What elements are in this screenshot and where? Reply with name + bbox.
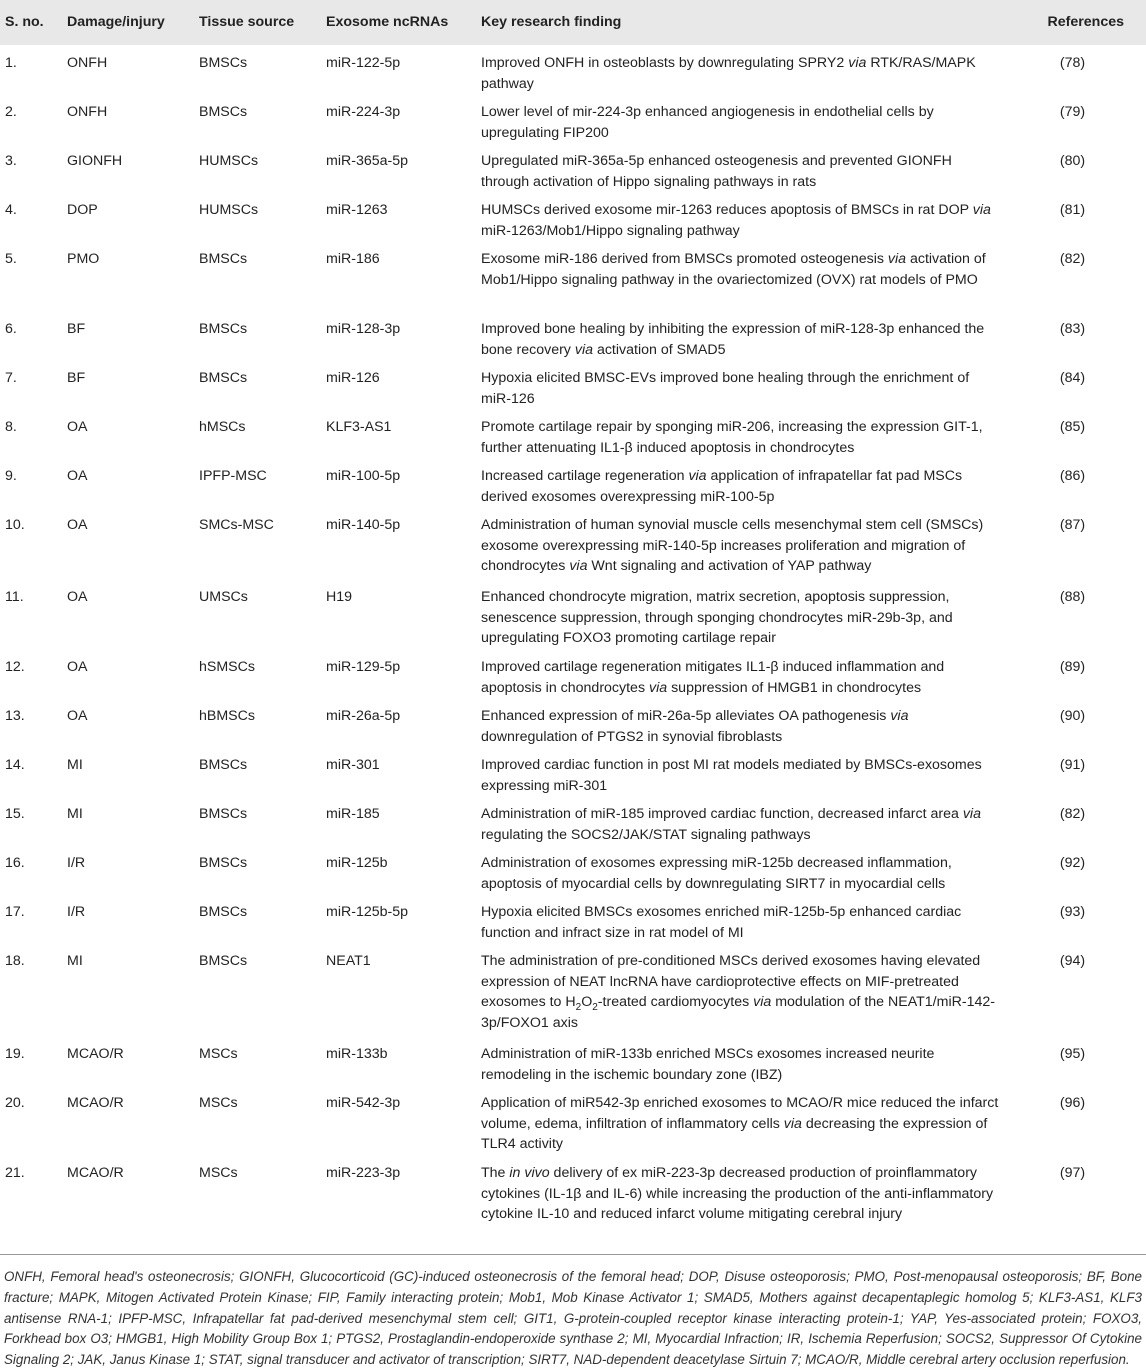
header-damage: Damage/injury bbox=[67, 14, 165, 31]
finding-text: modulation of the NEAT1/miR-142-3p/FOXO1 axis bbox=[481, 994, 995, 1031]
cell-ncrna: miR-126 bbox=[326, 370, 380, 386]
cell-damage: OA bbox=[67, 468, 88, 484]
header-ncrna: Exosome ncRNAs bbox=[326, 14, 449, 31]
cell-tissue: hSMSCs bbox=[199, 659, 255, 675]
cell-finding bbox=[481, 311, 999, 360]
table-row bbox=[0, 1036, 1146, 1085]
finding-text: Enhanced expression of miR-26a-5p alleviates OA pathogenesis bbox=[481, 708, 891, 724]
cell-reference: (81) bbox=[1059, 202, 1086, 218]
table-row bbox=[0, 894, 1146, 943]
cell-reference: (78) bbox=[1059, 55, 1086, 71]
finding-text: decreasing the expression of TLR4 activity bbox=[481, 1115, 988, 1152]
finding-text: Improved ONFH in osteoblasts by downregulating SPRY2 bbox=[481, 55, 849, 71]
finding-text: via bbox=[962, 806, 981, 822]
table-row bbox=[0, 579, 1146, 649]
finding-text: via bbox=[848, 55, 867, 71]
cell-ncrna: miR-542-3p bbox=[326, 1095, 401, 1111]
cell-finding bbox=[481, 1085, 999, 1155]
finding-text: The bbox=[481, 1165, 510, 1181]
cell-damage: MI bbox=[67, 757, 83, 773]
cell-finding bbox=[481, 143, 999, 192]
cell-damage: OA bbox=[67, 708, 88, 724]
cell-sno: 3. bbox=[5, 153, 17, 169]
cell-finding bbox=[481, 1036, 999, 1085]
cell-reference: (80) bbox=[1059, 153, 1086, 169]
table-row bbox=[0, 143, 1146, 192]
cell-tissue: HUMSCs bbox=[199, 153, 259, 169]
cell-sno: 6. bbox=[5, 321, 17, 337]
cell-damage: MCAO/R bbox=[67, 1165, 124, 1181]
cell-sno: 12. bbox=[5, 659, 25, 675]
finding-text: via bbox=[569, 558, 588, 574]
cell-ncrna: miR-140-5p bbox=[326, 517, 401, 533]
cell-finding bbox=[481, 845, 999, 894]
cell-damage: I/R bbox=[67, 855, 86, 871]
finding-text: Improved bone healing by inhibiting the expression of miR-128-3p enhanced the bone recovery bbox=[481, 321, 985, 358]
cell-damage: OA bbox=[67, 589, 88, 605]
cell-finding bbox=[481, 192, 999, 241]
finding-text: via bbox=[649, 679, 668, 696]
finding-text: The administration of pre-conditioned MSCs derived exosomes having elevated expression of NEAT lncRNA have cardioprotective effects on MIF-pretreated exosomes to H bbox=[481, 953, 981, 1010]
cell-sno: 17. bbox=[5, 904, 25, 920]
cell-reference: (84) bbox=[1059, 370, 1086, 386]
cell-tissue: HUMSCs bbox=[199, 202, 259, 218]
cell-finding bbox=[481, 507, 999, 579]
finding-text: 2 bbox=[592, 1001, 598, 1013]
cell-damage: MCAO/R bbox=[67, 1046, 124, 1062]
finding-text: Improved cartilage regeneration mitigates IL1-β induced inflammation and apoptosis in chondrocytes bbox=[481, 659, 945, 696]
cell-reference: (88) bbox=[1059, 589, 1086, 605]
finding-text: via bbox=[688, 468, 707, 484]
cell-finding bbox=[481, 458, 999, 507]
table-row bbox=[0, 241, 1146, 311]
cell-tissue: hBMSCs bbox=[199, 708, 255, 724]
cell-sno: 15. bbox=[5, 806, 25, 822]
table-row bbox=[0, 649, 1146, 698]
cell-tissue: BMSCs bbox=[199, 55, 248, 71]
cell-tissue: MSCs bbox=[199, 1046, 238, 1062]
cell-ncrna: miR-125b bbox=[326, 855, 388, 871]
finding-text: Administration of exosomes expressing miR-125b decreased inflammation, apoptosis of myocardial cells by downregulating SIRT7 in myocardial cells bbox=[481, 855, 952, 892]
cell-finding bbox=[481, 1155, 999, 1254]
cell-reference: (93) bbox=[1059, 904, 1086, 920]
table-row bbox=[0, 192, 1146, 241]
cell-reference: (94) bbox=[1059, 953, 1086, 969]
cell-tissue: MSCs bbox=[199, 1095, 238, 1111]
cell-ncrna: miR-365a-5p bbox=[326, 153, 409, 169]
cell-reference: (87) bbox=[1059, 517, 1086, 533]
cell-reference: (97) bbox=[1059, 1165, 1086, 1181]
finding-text: via bbox=[753, 994, 772, 1010]
cell-ncrna: miR-185 bbox=[326, 806, 380, 822]
header-sno: S. no. bbox=[5, 14, 44, 31]
cell-sno: 7. bbox=[5, 370, 17, 386]
cell-sno: 18. bbox=[5, 953, 25, 969]
cell-sno: 9. bbox=[5, 468, 17, 484]
cell-sno: 14. bbox=[5, 757, 25, 773]
cell-sno: 13. bbox=[5, 708, 25, 724]
table-body bbox=[0, 45, 1146, 1254]
cell-damage: OA bbox=[67, 659, 88, 675]
cell-reference: (85) bbox=[1059, 419, 1086, 435]
finding-text: -treated cardiomyocytes bbox=[597, 994, 754, 1010]
finding-text: Hypoxia elicited BMSC-EVs improved bone healing through the enrichment of miR-126 bbox=[481, 370, 970, 407]
finding-text: Enhanced chondrocyte migration, matrix secretion, apoptosis suppression, senescence suppression, through sponging chondrocytes miR-29b-3p, and upregulating FOXO3 promoting cartilage repair bbox=[481, 589, 953, 646]
table-row bbox=[0, 45, 1146, 94]
finding-text: regulating the SOCS2/JAK/STAT signaling pathways bbox=[481, 826, 811, 843]
cell-damage: OA bbox=[67, 419, 88, 435]
cell-sno: 4. bbox=[5, 202, 17, 218]
cell-ncrna: miR-128-3p bbox=[326, 321, 401, 337]
cell-tissue: BMSCs bbox=[199, 757, 248, 773]
finding-text: activation of Mob1/Hippo signaling pathway in the ovariectomized (OVX) rat models of PMO bbox=[481, 251, 986, 288]
cell-damage: MI bbox=[67, 953, 83, 969]
finding-text: Wnt signaling and activation of YAP pathway bbox=[587, 558, 872, 574]
cell-sno: 2. bbox=[5, 104, 17, 120]
cell-tissue: IPFP-MSC bbox=[199, 468, 267, 484]
finding-text: via bbox=[574, 341, 593, 358]
cell-ncrna: H19 bbox=[326, 589, 353, 605]
cell-damage: OA bbox=[67, 517, 88, 533]
cell-ncrna: miR-133b bbox=[326, 1046, 388, 1062]
finding-text: delivery of ex miR-223-3p decreased production of proinflammatory cytokines (IL-1β and IL-6) while increasing the production of the anti-inflammatory cytokine IL-10 and reduced infarct volume mitigating cerebral injury bbox=[481, 1165, 994, 1222]
header-references: References bbox=[1047, 14, 1124, 31]
cell-reference: (90) bbox=[1059, 708, 1086, 724]
table-row bbox=[0, 507, 1146, 579]
cell-reference: (89) bbox=[1059, 659, 1086, 675]
table-row bbox=[0, 1085, 1146, 1155]
cell-reference: (82) bbox=[1059, 251, 1086, 267]
cell-finding bbox=[481, 894, 999, 943]
finding-text: miR-1263/Mob1/Hippo signaling pathway bbox=[481, 222, 740, 239]
finding-text: via bbox=[783, 1115, 802, 1132]
cell-reference: (92) bbox=[1059, 855, 1086, 871]
cell-sno: 10. bbox=[5, 517, 25, 533]
cell-finding bbox=[481, 409, 999, 458]
cell-tissue: BMSCs bbox=[199, 855, 248, 871]
table-row bbox=[0, 311, 1146, 360]
finding-text: via bbox=[890, 708, 909, 724]
cell-tissue: BMSCs bbox=[199, 104, 248, 120]
table-bottom-rule bbox=[0, 1254, 1146, 1255]
cell-finding bbox=[481, 45, 999, 94]
finding-text: Administration of miR-185 improved cardiac function, decreased infarct area bbox=[481, 806, 963, 822]
finding-text: downregulation of PTGS2 in synovial fibroblasts bbox=[481, 728, 783, 745]
cell-damage: ONFH bbox=[67, 104, 108, 120]
header-tissue: Tissue source bbox=[199, 14, 295, 31]
cell-ncrna: NEAT1 bbox=[326, 953, 371, 969]
cell-sno: 8. bbox=[5, 419, 17, 435]
table-footnote: ONFH, Femoral head's osteonecrosis; GIONFH, Glucocorticoid (GC)-induced osteonecrosis of the femoral head; DOP, Disuse osteoporosis; PMO, Post-menopausal osteoporosis; BF, Bone fracture; MAPK, Mitogen Activated Protein Kinase; FIP, Family interacting protein; Mob1, Mob Kinase Activator 1; SMAD5, Mothers against decapentaplegic homolog 5; KLF3-AS1, KLF3 antisense RNA-1; IPFP-MSC, Infrapatellar fat pad-derived mesenchymal stem cell; GIT1, G-protein-coupled receptor kinase interacting protein-1; YAP, Yes-associated protein; FOXO3, Forkhead box O3; HMGB1, High Mobility Group Box 1; PTGS2, Prostaglandin-endoperoxide synthase 2; MI, Myocardial Infraction; IR, Ischemia Reperfusion; SOCS2, Suppressor Of Cytokine Signaling 2; JAK, Janus Kinase 1; STAT, signal transducer and activator of transcription; SIRT7, NAD-dependent deacetylase Sirtuin 7; MCAO/R, Middle cerebral artery occlusion reperfusion. bbox=[4, 1269, 1142, 1368]
cell-damage: DOP bbox=[67, 202, 98, 218]
cell-ncrna: KLF3-AS1 bbox=[326, 419, 392, 435]
cell-ncrna: miR-1263 bbox=[326, 202, 388, 218]
finding-text: activation of SMAD5 bbox=[593, 341, 726, 358]
finding-text: Increased cartilage regeneration bbox=[481, 468, 689, 484]
cell-ncrna: miR-186 bbox=[326, 251, 380, 267]
cell-ncrna: miR-223-3p bbox=[326, 1165, 401, 1181]
table-row bbox=[0, 458, 1146, 507]
cell-sno: 21. bbox=[5, 1165, 25, 1181]
finding-text: via bbox=[887, 251, 907, 267]
cell-finding bbox=[481, 360, 999, 409]
cell-sno: 1. bbox=[5, 55, 17, 71]
cell-ncrna: miR-26a-5p bbox=[326, 708, 401, 724]
table-row bbox=[0, 943, 1146, 1036]
cell-reference: (79) bbox=[1059, 104, 1086, 120]
cell-sno: 19. bbox=[5, 1046, 25, 1062]
finding-text: via bbox=[972, 202, 991, 218]
cell-finding bbox=[481, 241, 999, 311]
cell-reference: (83) bbox=[1059, 321, 1086, 337]
cell-tissue: SMCs-MSC bbox=[199, 517, 274, 533]
table-row bbox=[0, 360, 1146, 409]
cell-ncrna: miR-224-3p bbox=[326, 104, 401, 120]
finding-text: in vivo bbox=[509, 1165, 550, 1181]
cell-finding bbox=[481, 943, 999, 1036]
finding-text: Upregulated miR-365a-5p enhanced osteogenesis and prevented GIONFH through activation of Hippo signaling pathways in rats bbox=[481, 153, 952, 190]
finding-text: suppression of HMGB1 in chondrocytes bbox=[667, 679, 922, 696]
cell-damage: PMO bbox=[67, 251, 100, 267]
finding-text: HUMSCs derived exosome mir-1263 reduces apoptosis of BMSCs in rat DOP bbox=[481, 202, 973, 218]
cell-finding bbox=[481, 649, 999, 698]
cell-damage: MCAO/R bbox=[67, 1095, 124, 1111]
finding-text: application of infrapatellar fat pad MSCs derived exosomes overexpressing miR-100-5p bbox=[481, 468, 963, 505]
cell-ncrna: miR-301 bbox=[326, 757, 380, 773]
cell-sno: 20. bbox=[5, 1095, 25, 1111]
cell-tissue: BMSCs bbox=[199, 370, 248, 386]
finding-text: Administration of miR-133b enriched MSCs exosomes increased neurite remodeling in the ischemic boundary zone (IBZ) bbox=[481, 1046, 935, 1083]
cell-finding bbox=[481, 747, 999, 796]
cell-ncrna: miR-129-5p bbox=[326, 659, 401, 675]
cell-finding bbox=[481, 94, 999, 143]
cell-tissue: BMSCs bbox=[199, 806, 248, 822]
finding-text: Application of miR542-3p enriched exosomes to MCAO/R mice reduced the infarct volume, edema, infiltration of inflammatory cells bbox=[481, 1095, 999, 1132]
cell-tissue: BMSCs bbox=[199, 904, 248, 920]
cell-damage: MI bbox=[67, 806, 83, 822]
cell-reference: (95) bbox=[1059, 1046, 1086, 1062]
cell-tissue: hMSCs bbox=[199, 419, 246, 435]
cell-ncrna: miR-100-5p bbox=[326, 468, 401, 484]
cell-finding bbox=[481, 796, 999, 845]
finding-text: 2 bbox=[575, 1001, 582, 1013]
cell-reference: (86) bbox=[1059, 468, 1086, 484]
table-row bbox=[0, 698, 1146, 747]
cell-tissue: UMSCs bbox=[199, 589, 248, 605]
header-finding: Key research finding bbox=[481, 14, 622, 31]
cell-tissue: BMSCs bbox=[199, 321, 248, 337]
cell-damage: I/R bbox=[67, 904, 86, 920]
cell-tissue: MSCs bbox=[199, 1165, 238, 1181]
table-row bbox=[0, 1155, 1146, 1254]
finding-text: RTK/RAS/MAPK pathway bbox=[481, 55, 976, 92]
finding-text: Hypoxia elicited BMSCs exosomes enriched miR-125b-5p enhanced cardiac function and infract size in rat model of MI bbox=[481, 904, 962, 941]
cell-finding bbox=[481, 579, 999, 649]
cell-damage: BF bbox=[67, 321, 86, 337]
cell-reference: (91) bbox=[1059, 757, 1086, 773]
table-row bbox=[0, 409, 1146, 458]
cell-ncrna: miR-122-5p bbox=[326, 55, 401, 71]
cell-damage: BF bbox=[67, 370, 86, 386]
cell-reference: (96) bbox=[1059, 1095, 1086, 1111]
cell-damage: ONFH bbox=[67, 55, 108, 71]
header-row bbox=[0, 0, 1146, 45]
finding-text: O bbox=[581, 994, 593, 1010]
finding-text: Lower level of mir-224-3p enhanced angiogenesis in endothelial cells by upregulating FIP200 bbox=[481, 104, 934, 141]
cell-sno: 5. bbox=[5, 251, 17, 267]
table-row bbox=[0, 796, 1146, 845]
finding-text: Administration of human synovial muscle cells mesenchymal stem cell (SMSCs) exosome overexpressing miR-140-5p increases proliferation and migration of chondrocytes bbox=[481, 517, 984, 574]
table-header bbox=[0, 0, 1146, 45]
table-row bbox=[0, 747, 1146, 796]
cell-sno: 16. bbox=[5, 855, 25, 871]
cell-finding bbox=[481, 698, 999, 747]
cell-sno: 11. bbox=[5, 589, 24, 605]
table-row bbox=[0, 94, 1146, 143]
cell-ncrna: miR-125b-5p bbox=[326, 904, 409, 920]
cell-tissue: BMSCs bbox=[199, 251, 248, 267]
cell-reference: (82) bbox=[1059, 806, 1086, 822]
cell-damage: GIONFH bbox=[67, 153, 123, 169]
table-row bbox=[0, 845, 1146, 894]
finding-text: Exosome miR-186 derived from BMSCs promoted osteogenesis bbox=[481, 251, 888, 267]
finding-text: Improved cardiac function in post MI rat models mediated by BMSCs-exosomes expressing miR-301 bbox=[481, 757, 982, 794]
cell-tissue: BMSCs bbox=[199, 953, 248, 969]
finding-text: Promote cartilage repair by sponging miR-206, increasing the expression GIT-1, further attenuating IL1-β induced apoptosis in chondrocytes bbox=[481, 419, 983, 456]
